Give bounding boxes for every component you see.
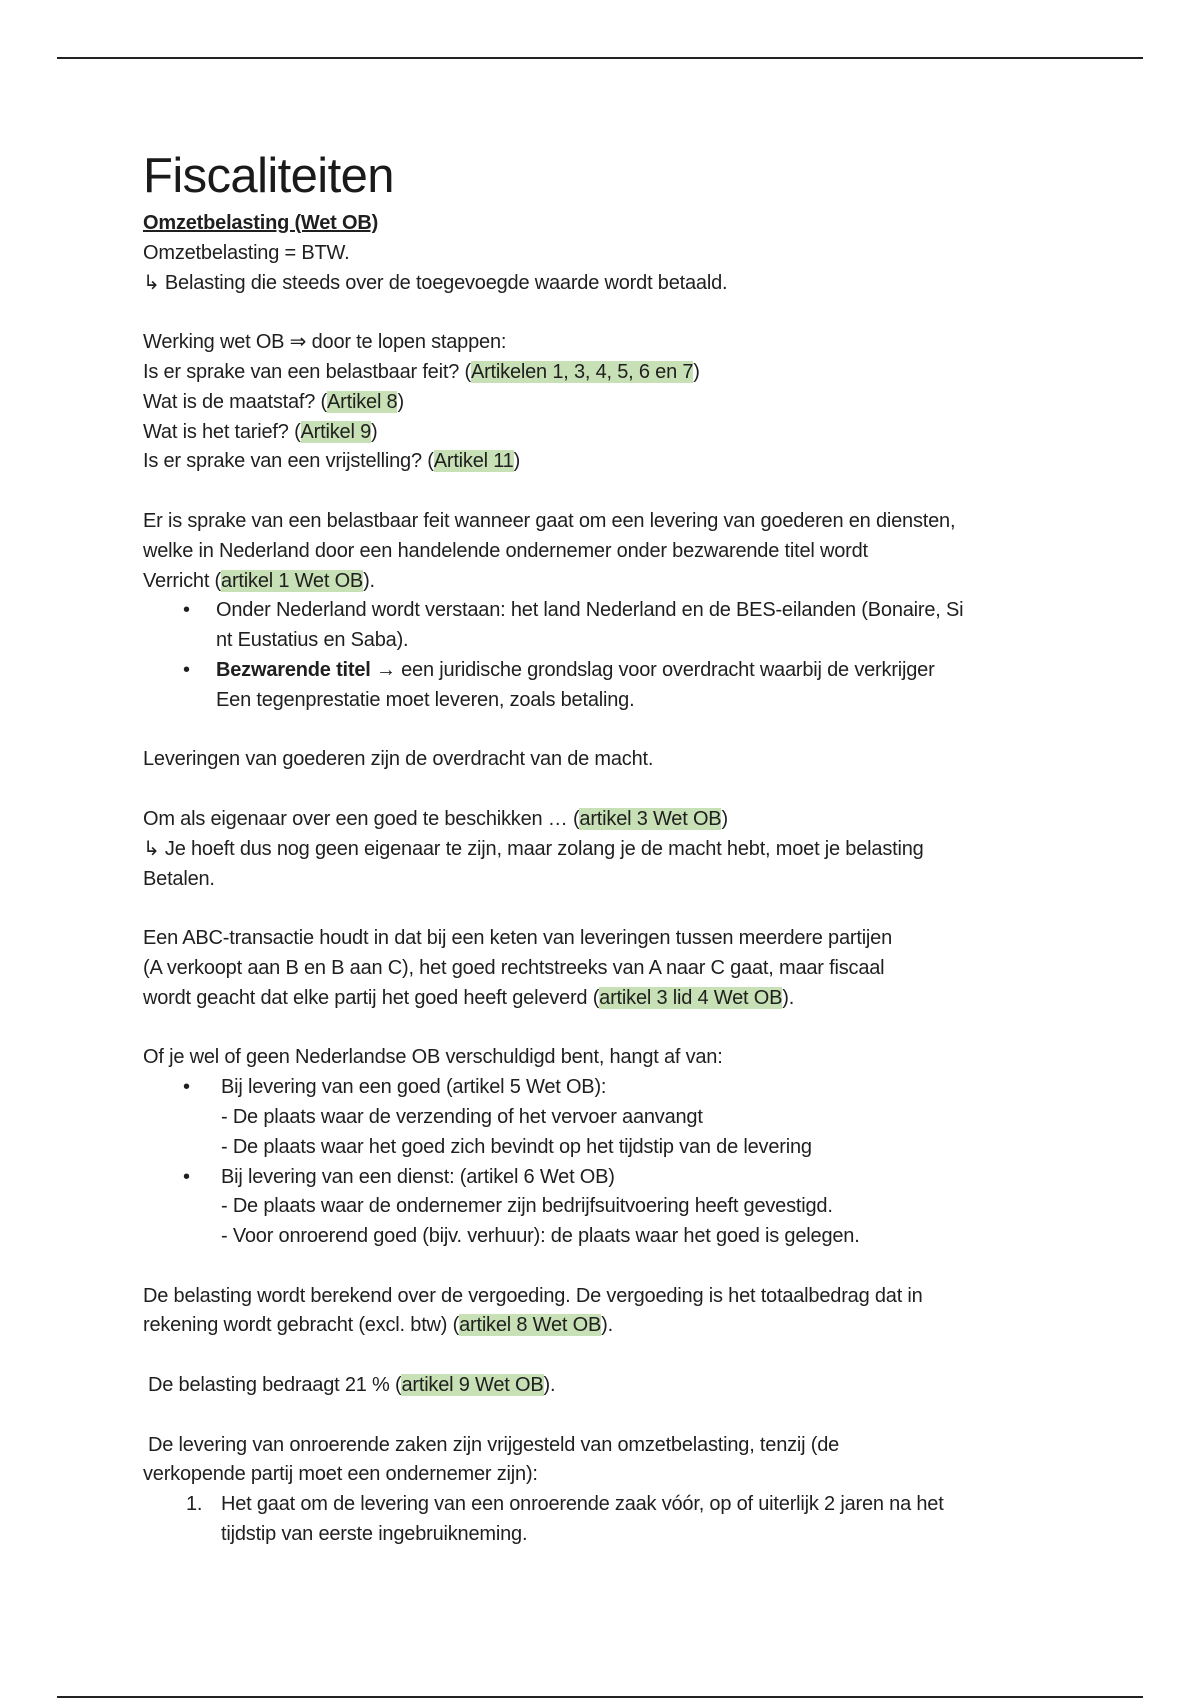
article-ref: Artikel 11 [433,450,514,473]
abc-line-2: (A verkoopt aan B en B aan C), het goed rechtstreeks van A naar C gaat, maar fiscaal [143,956,885,979]
list-item: • Bij levering van een dienst: (artikel 6 Wet OB) - De plaats waar de ondernemer zijn bedrijfsuitvoering heeft gevestigd. - Voor onroerend goed (bijv. verhuur): de plaats waar het goed is gelegen. [143,1163,1073,1252]
bullet-icon: • [183,599,190,622]
article-ref: artikel 3 Wet OB [579,807,722,830]
abc-line-1: Een ABC-transactie houdt in dat bij een keten van leveringen tussen meerdere partijen [143,927,893,950]
step-1: Is er sprake van een belastbaar feit? (Artikelen 1, 3, 4, 5, 6 en 7) [143,360,700,383]
article-ref: artikel 8 Wet OB [459,1314,602,1337]
werking-intro: Werking wet OB ⇒ door te lopen stappen: [143,331,507,354]
list-item: • Bij levering van een goed (artikel 5 Wet OB): - De plaats waar de verzending of het vervoer aanvangt - De plaats waar het goed zich bevindt op het tijdstip van de levering [143,1073,1073,1162]
onroerend-line-2: verkopende partij moet een ondernemer zijn): [143,1463,538,1486]
definition-sub: ↳ Belasting die steeds over de toegevoegde waarde wordt betaald. [143,271,728,294]
feit-line-2: welke in Nederland door een handelende ondernemer onder bezwarende titel wordt [143,539,868,562]
list-item: • Onder Nederland wordt verstaan: het land Nederland en de BES-eilanden (Bonaire, Si nt Eustatius en Saba). [143,596,1073,656]
step-4: Is er sprake van een vrijstelling? (Artikel 11) [143,450,521,473]
definition: Omzetbelasting = BTW. [143,241,350,264]
step-3: Wat is het tarief? (Artikel 9) [143,420,378,443]
document-body [143,145,1073,1550]
feit-bullets [143,596,1073,715]
section-heading: Omzetbelasting (Wet OB) [143,212,379,234]
vergoeding-line-2: rekening wordt gebracht (excl. btw) (artikel 8 Wet OB). [143,1314,613,1337]
list-item: • Bezwarende titel → een juridische grondslag voor overdracht waarbij de verkrijger Een tegenprestatie moet leveren, zoals betaling. [143,656,1073,716]
vergoeding-line-1: De belasting wordt berekend over de vergoeding. De vergoeding is het totaalbedrag dat in [143,1284,923,1307]
footer-rule [57,1696,1143,1698]
step-2: Wat is de maatstaf? (Artikel 8) [143,390,404,413]
header-rule [57,57,1143,59]
article-ref: Artikel 8 [327,390,398,413]
bullet-icon: • [183,1076,190,1099]
article-ref: artikel 9 Wet OB [401,1374,544,1397]
article-ref: artikel 1 Wet OB [221,569,364,592]
eigenaar-sub-2: Betalen. [143,867,215,890]
bullet-icon: • [183,658,190,681]
article-ref: Artikel 9 [300,420,371,443]
bullet-icon: • [183,1165,190,1188]
eigenaar-sub-1: ↳ Je hoeft dus nog geen eigenaar te zijn, maar zolang je de macht hebt, moet je belasting [143,837,924,860]
feit-line-3: Verricht (artikel 1 Wet OB). [143,569,375,592]
onroerend-line-1: De levering van onroerende zaken zijn vrijgesteld van omzetbelasting, tenzij (de [148,1433,840,1456]
feit-line-1: Er is sprake van een belastbaar feit wanneer gaat om een levering van goederen en diensten, [143,509,956,532]
plaats-intro: Of je wel of geen Nederlandse OB verschuldigd bent, hangt af van: [143,1046,723,1069]
plaats-bullets [143,1073,1073,1252]
leveringen: Leveringen van goederen zijn de overdracht van de macht. [143,748,654,771]
tarief-line: De belasting bedraagt 21 % (artikel 9 Wet OB). [148,1374,556,1397]
list-item: 1. Het gaat om de levering van een onroerende zaak vóór, op of uiterlijk 2 jaren na het tijdstip van eerste ingebruikneming. [186,1493,944,1546]
abc-line-3: wordt geacht dat elke partij het goed heeft geleverd (artikel 3 lid 4 Wet OB). [143,986,795,1009]
article-ref: Artikelen 1, 3, 4, 5, 6 en 7 [470,360,694,383]
onroerend-list [143,1490,1073,1550]
eigenaar-line: Om als eigenaar over een goed te beschikken … (artikel 3 Wet OB) [143,807,728,830]
page-title: Fiscaliteiten [143,149,394,203]
article-ref: artikel 3 lid 4 Wet OB [599,986,783,1009]
